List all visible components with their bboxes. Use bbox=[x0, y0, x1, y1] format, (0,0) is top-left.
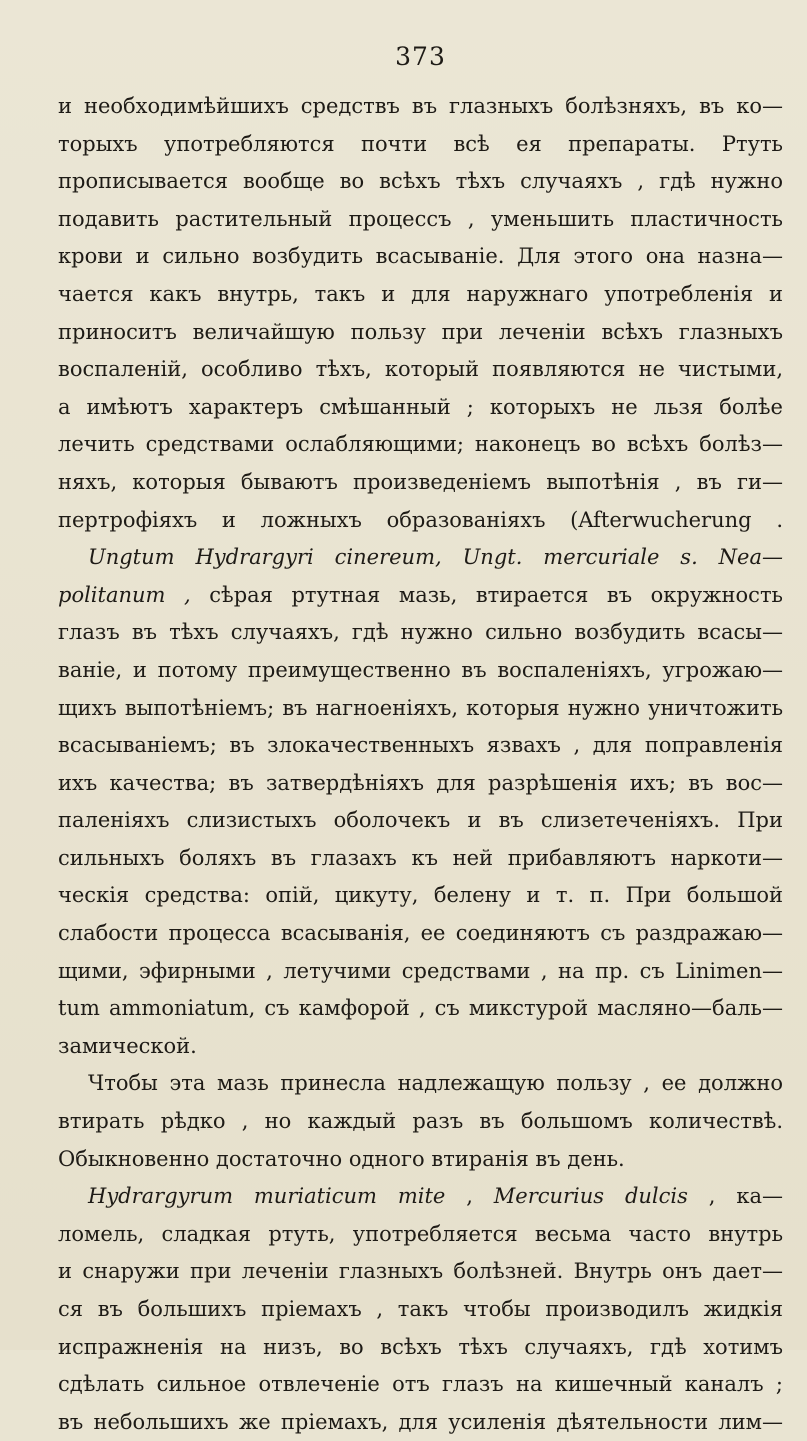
page-number: 373 bbox=[395, 42, 446, 71]
line-text: глазъ въ тѣхъ случаяхъ, гдѣ нужно сильно возбудить всасы— bbox=[58, 620, 783, 645]
line-text: сѣрая ртутная мазь, втирается въ окружность bbox=[190, 582, 783, 607]
text-line bbox=[58, 1141, 783, 1179]
line-text: въ небольшихъ же пріемахъ, для усиленія дѣятельности лим— bbox=[58, 1409, 783, 1434]
latin-term: politanum , bbox=[58, 582, 191, 607]
text-line bbox=[58, 539, 783, 577]
line-text: и необходимѣйшихъ средствъ въ глазныхъ болѣзняхъ, въ ко— bbox=[58, 94, 783, 118]
line-text: ческія средства: опій, цикуту, белену и т. п. При большой bbox=[58, 883, 783, 908]
text-line bbox=[58, 314, 783, 352]
text-line bbox=[58, 953, 783, 991]
text-line bbox=[58, 577, 783, 615]
latin-term: Ungtum Hydrargyri cinereum, Ungt. mercuriale s. Nea— bbox=[88, 545, 783, 570]
text-line bbox=[58, 389, 783, 427]
line-text: сдѣлать сильное отвлеченіе отъ глазъ на кишечный каналъ ; bbox=[58, 1372, 783, 1397]
text-line bbox=[58, 1253, 783, 1291]
text-line bbox=[58, 426, 783, 464]
line-text: втирать рѣдко , но каждый разъ въ большомъ количествѣ. bbox=[58, 1109, 783, 1134]
line-text: Чтобы эта мазь принесла надлежащую пользу , ее должно bbox=[88, 1071, 783, 1096]
line-text: ихъ качества; въ затвердѣніяхъ для разрѣшенія ихъ; въ вос— bbox=[58, 770, 783, 795]
line-text: ся въ большихъ пріемахъ , такъ чтобы производилъ жидкія bbox=[58, 1297, 783, 1321]
line-text: а имѣютъ характеръ смѣшанный ; которыхъ не льзя болѣе bbox=[58, 394, 783, 419]
text-line bbox=[58, 802, 783, 840]
text-line bbox=[58, 652, 783, 690]
line-text: Обыкновенно достаточно одного втиранія въ день. bbox=[58, 1146, 625, 1171]
text-line bbox=[58, 1291, 783, 1329]
line-text: замической. bbox=[58, 1033, 197, 1058]
line-text: пертрофіяхъ и ложныхъ образованіяхъ (Afterwucherung . bbox=[58, 507, 783, 532]
text-line bbox=[58, 1329, 783, 1367]
line-text: чается какъ внутрь, такъ и для наружнаго употребленія и bbox=[58, 281, 783, 306]
latin-term: Hydrargyrum muriaticum mite bbox=[88, 1184, 446, 1209]
line-text: крови и сильно возбудить всасываніе. Для этого она назна— bbox=[58, 244, 783, 269]
line-text: прописывается вообще во всѣхъ тѣхъ случаяхъ , гдѣ нужно bbox=[58, 169, 783, 194]
text-line bbox=[58, 502, 783, 540]
text-line bbox=[58, 1103, 783, 1141]
text-line bbox=[58, 464, 783, 502]
text-line bbox=[58, 351, 783, 389]
line-text: всасываніемъ; въ злокачественныхъ язвахъ , для поправленія bbox=[58, 733, 783, 758]
text-line bbox=[58, 1028, 783, 1066]
text-line bbox=[58, 915, 783, 953]
text-line bbox=[58, 88, 783, 126]
text-line bbox=[58, 1065, 783, 1103]
text-line bbox=[58, 238, 783, 276]
line-text: подавить растительный процессъ , уменьшить пластичность bbox=[58, 206, 783, 231]
line-text: слабости процесса всасыванія, ее соединяютъ съ раздражаю— bbox=[58, 921, 783, 946]
text-line bbox=[58, 690, 783, 728]
text-line bbox=[58, 1404, 783, 1441]
text-line bbox=[58, 276, 783, 314]
text-line bbox=[58, 1216, 783, 1254]
line-text: щихъ выпотѣніемъ; въ нагноеніяхъ, которыя нужно уничтожить bbox=[58, 695, 783, 720]
line-text: , bbox=[445, 1184, 494, 1209]
text-line bbox=[58, 163, 783, 201]
line-text: няхъ, которыя бываютъ произведеніемъ выпотѣнія , въ ги— bbox=[58, 469, 783, 494]
text-line bbox=[58, 1178, 783, 1216]
text-line bbox=[58, 614, 783, 652]
text-line bbox=[58, 990, 783, 1028]
line-text: ваніе, и потому преимущественно въ воспаленіяхъ, угрожаю— bbox=[58, 657, 783, 682]
latin-term: Mercurius dulcis bbox=[493, 1184, 688, 1209]
line-text: , ка— bbox=[687, 1184, 783, 1209]
line-text: сильныхъ боляхъ въ глазахъ къ ней прибавляютъ наркоти— bbox=[58, 845, 783, 870]
text-line bbox=[58, 126, 783, 164]
text-line bbox=[58, 727, 783, 765]
line-text: воспаленій, особливо тѣхъ, который появляются не чистыми, bbox=[58, 357, 783, 382]
text-line bbox=[58, 840, 783, 878]
line-text: лечить средствами ослабляющими; наконецъ во всѣхъ болѣз— bbox=[58, 432, 783, 457]
text-body bbox=[58, 88, 783, 1441]
text-line bbox=[58, 1366, 783, 1404]
line-text: испражненія на низъ, во всѣхъ тѣхъ случаяхъ, гдѣ хотимъ bbox=[58, 1334, 783, 1359]
line-text: приноситъ величайшую пользу при леченіи всѣхъ глазныхъ bbox=[58, 319, 783, 344]
line-text: и снаружи при леченіи глазныхъ болѣзней. Внутрь онъ дает— bbox=[58, 1259, 783, 1284]
line-text: tum ammoniatum, съ камфорой , съ микстурой масляно—баль— bbox=[58, 996, 783, 1021]
line-text: торыхъ употребляются почти всѣ ея препараты. Ртуть bbox=[58, 131, 783, 156]
text-line bbox=[58, 765, 783, 803]
line-text: ломель, сладкая ртуть, употребляется весьма часто внутрь bbox=[58, 1221, 783, 1246]
text-line bbox=[58, 877, 783, 915]
text-line bbox=[58, 201, 783, 239]
line-text: паленіяхъ слизистыхъ оболочекъ и въ слизетеченіяхъ. При bbox=[58, 808, 783, 833]
line-text: щими, эфирными , летучими средствами , на пр. съ Linimen— bbox=[58, 958, 783, 983]
